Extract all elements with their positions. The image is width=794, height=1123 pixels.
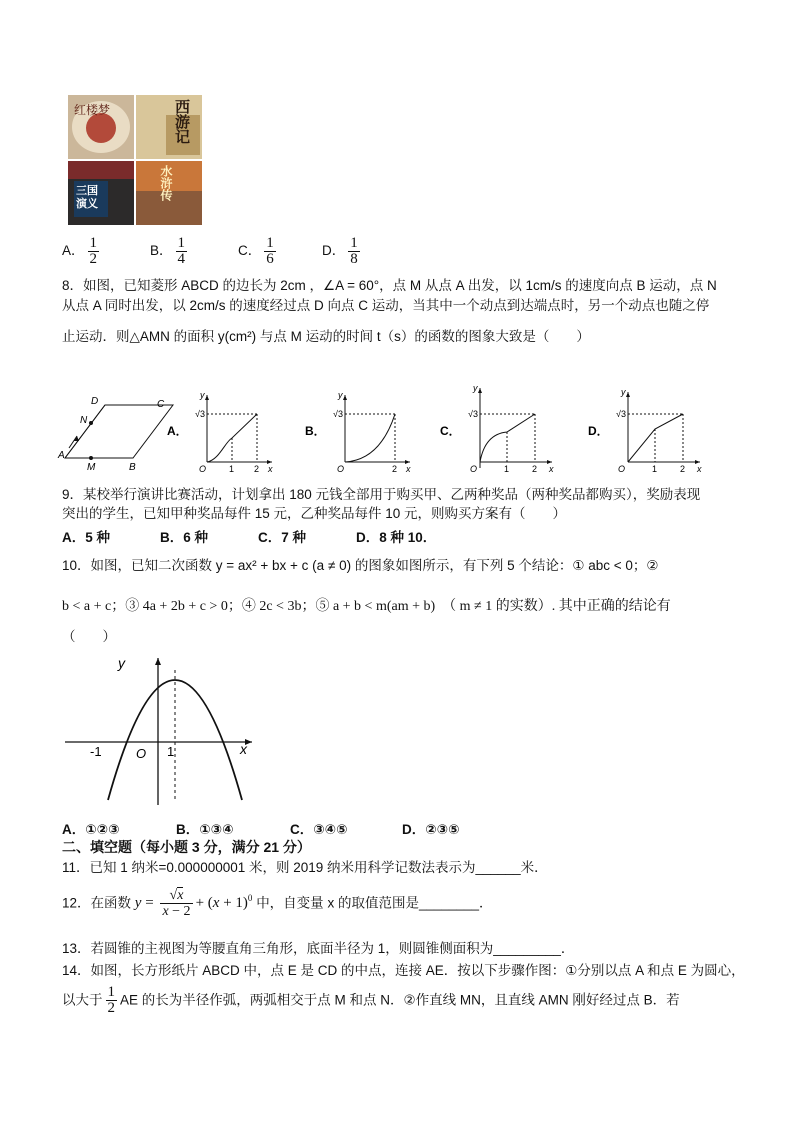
label-c: C xyxy=(157,399,165,410)
q14-suffix: AE 的长为半径作弧，两弧相交于点 M 和点 N．②作直线 MN，且直线 AMN 刚好经过点 B．若 xyxy=(120,992,680,1008)
q10-option-d[interactable]: D．②③⑤ xyxy=(402,822,460,837)
q9-option-d[interactable]: D．8 种 10． xyxy=(356,530,437,545)
origin-label: O xyxy=(470,464,478,474)
section-2-heading: 二、填空题（每小题 3 分，满分 21 分） xyxy=(62,839,311,855)
book-title-3: 三国演义 xyxy=(76,185,98,210)
tick-1: 1 xyxy=(652,464,658,474)
axis-x-label: x xyxy=(406,464,411,474)
tick-2: 2 xyxy=(532,464,538,474)
label-b: B xyxy=(129,462,136,473)
q8-line-2: 从点 A 同时出发，以 2cm/s 的速度经过点 D 向点 C 运动，当其中一个动点到达端点时，另一个动点也随之停 xyxy=(62,298,710,313)
q7-option-c[interactable] xyxy=(238,236,279,267)
q7-option-a[interactable] xyxy=(62,236,102,267)
q12-formula: y = $\frac{√x}{x - 2}$ + $(x + 1)^0$ xyxy=(134,888,253,919)
tick-sqrt3: √3 xyxy=(468,409,478,419)
option-label: C． xyxy=(440,424,461,438)
q10-option-b[interactable]: B．①③④ xyxy=(176,822,234,837)
origin-label: O xyxy=(337,464,345,474)
numerator: 1 xyxy=(89,235,98,251)
label-a: A xyxy=(58,450,65,461)
book-cover-shuihuzhuan xyxy=(136,161,202,225)
option-label: A． xyxy=(167,424,188,438)
rhombus-figure xyxy=(57,396,173,473)
q7-option-d[interactable] xyxy=(322,236,363,267)
axis-y-label: y xyxy=(473,383,478,393)
q14-prefix: 以大于 xyxy=(62,992,103,1008)
tick-1: 1 xyxy=(167,744,175,759)
graph-option-d xyxy=(588,387,702,474)
axis-y-label: y xyxy=(118,655,125,671)
axis-x-label: x xyxy=(268,464,273,474)
axis-y-label: y xyxy=(338,390,343,400)
q9-option-c[interactable]: C．7 种 xyxy=(258,530,307,545)
q12-suffix: 中，自变量 x 的取值范围是________． xyxy=(256,895,493,911)
tick-2: 2 xyxy=(254,464,260,474)
fraction xyxy=(348,236,360,267)
tick-1: 1 xyxy=(504,464,510,474)
tick-sqrt3: √3 xyxy=(333,409,343,419)
q12-prefix: 12．在函数 xyxy=(62,895,132,911)
q9-line-1: 9．某校举行演讲比赛活动，计划拿出 180 元钱全部用于购买甲、乙两种奖品（两种奖品都购买），奖励表现 xyxy=(62,487,701,502)
q8-line-1: 8．如图，已知菱形 ABCD 的边长为 2cm ，∠A = 60°，点 M 从点 A 出发，以 1cm/s 的速度向点 B 运动，点 N xyxy=(62,278,717,293)
book-cover-xiyouji xyxy=(136,95,202,159)
q9-option-b[interactable]: B．6 种 xyxy=(160,530,209,545)
tick-sqrt3: √3 xyxy=(195,409,205,419)
fraction xyxy=(88,236,100,267)
numerator: 1 xyxy=(177,235,186,251)
option-letter: C． xyxy=(238,243,262,259)
origin-label: O xyxy=(199,464,207,474)
book-cover-hongloumeng xyxy=(68,95,134,159)
option-letter: B． xyxy=(150,243,173,259)
option-letter: A． xyxy=(62,243,85,259)
denominator: 6 xyxy=(266,251,274,267)
axis-x-label: x xyxy=(240,741,247,757)
graph-option-a xyxy=(167,390,273,474)
q12-line xyxy=(62,888,493,924)
tick-minus-1: -1 xyxy=(90,744,102,759)
label-m: M xyxy=(87,462,96,473)
label-d: D xyxy=(91,396,99,407)
axis-y-label: y xyxy=(200,390,205,400)
q14-line-1: 14．如图，长方形纸片 ABCD 中，点 E 是 CD 的中点，连接 AE．按以下步骤作图：①分别以点 A 和点 E 为圆心， xyxy=(62,963,745,978)
axis-x-label: x xyxy=(549,464,554,474)
q10-line-1: 10．如图，已知二次函数 y = ax² + bx + c (a ≠ 0) 的图象如图所示，有下列 5 个结论：① abc < 0；② xyxy=(62,558,659,573)
graph-option-b xyxy=(305,390,411,474)
book-title-4: 水浒传 xyxy=(159,165,173,201)
q10-line-2: b < a + c；③ 4a + 2b + c > 0；④ 2c < 3b；⑤ a + b < m(am + b) （ m ≠ 1 的实数）. 其中正确的结论有 xyxy=(62,599,671,614)
q9-option-a[interactable]: A．5 种 xyxy=(62,530,111,545)
tick-2: 2 xyxy=(392,464,398,474)
axis-y-label: y xyxy=(621,387,626,397)
book-title-1: 红楼梦 xyxy=(74,103,111,117)
tick-1: 1 xyxy=(229,464,235,474)
fraction xyxy=(264,236,276,267)
tick-sqrt3: √3 xyxy=(616,409,626,419)
q10-option-c[interactable]: C．③④⑤ xyxy=(290,822,348,837)
q9-line-2: 突出的学生，已知甲种奖品每件 15 元，乙种奖品每件 10 元，则购买方案有（ ） xyxy=(62,506,567,521)
denominator: 2 xyxy=(89,251,98,267)
book-cover-sanguoyanyi xyxy=(68,161,134,225)
fraction xyxy=(176,236,188,267)
half-fraction: $\frac{1}{2}$ xyxy=(107,984,115,1016)
q11-text: 11．已知 1 纳米=0.000000001 米，则 2019 纳米用科学记数法表示为______米． xyxy=(62,860,548,875)
origin-label: O xyxy=(618,464,626,474)
label-n: N xyxy=(80,415,88,426)
option-letter: D． xyxy=(322,243,346,259)
q7-option-b[interactable] xyxy=(150,236,190,267)
graph-option-c xyxy=(440,383,554,474)
q8-figures xyxy=(55,380,715,475)
numerator: 1 xyxy=(266,235,274,251)
axis-x-label: x xyxy=(697,464,702,474)
q14-line-2 xyxy=(62,985,680,1023)
q8-line-3: 止运动．则△AMN 的面积 y(cm²) 与点 M 运动的时间 t（s）的函数的图象大致是（ ） xyxy=(62,329,590,344)
origin-label: O xyxy=(136,746,147,761)
q10-option-a[interactable]: A．①②③ xyxy=(62,822,120,837)
q10-parabola-graph xyxy=(60,650,260,810)
numerator: 1 xyxy=(350,235,358,251)
tick-2: 2 xyxy=(680,464,686,474)
denominator: 8 xyxy=(350,251,358,267)
book-title-2: 西游记 xyxy=(173,99,191,144)
q13-text: 13．若圆锥的主视图为等腰直角三角形，底面半径为 1，则圆锥侧面积为_________． xyxy=(62,941,575,956)
option-label: D． xyxy=(588,424,609,438)
book-covers-image xyxy=(68,95,202,225)
q10-line-3: （ ） xyxy=(62,629,116,644)
option-label: B． xyxy=(305,424,326,438)
denominator: 4 xyxy=(177,251,186,267)
